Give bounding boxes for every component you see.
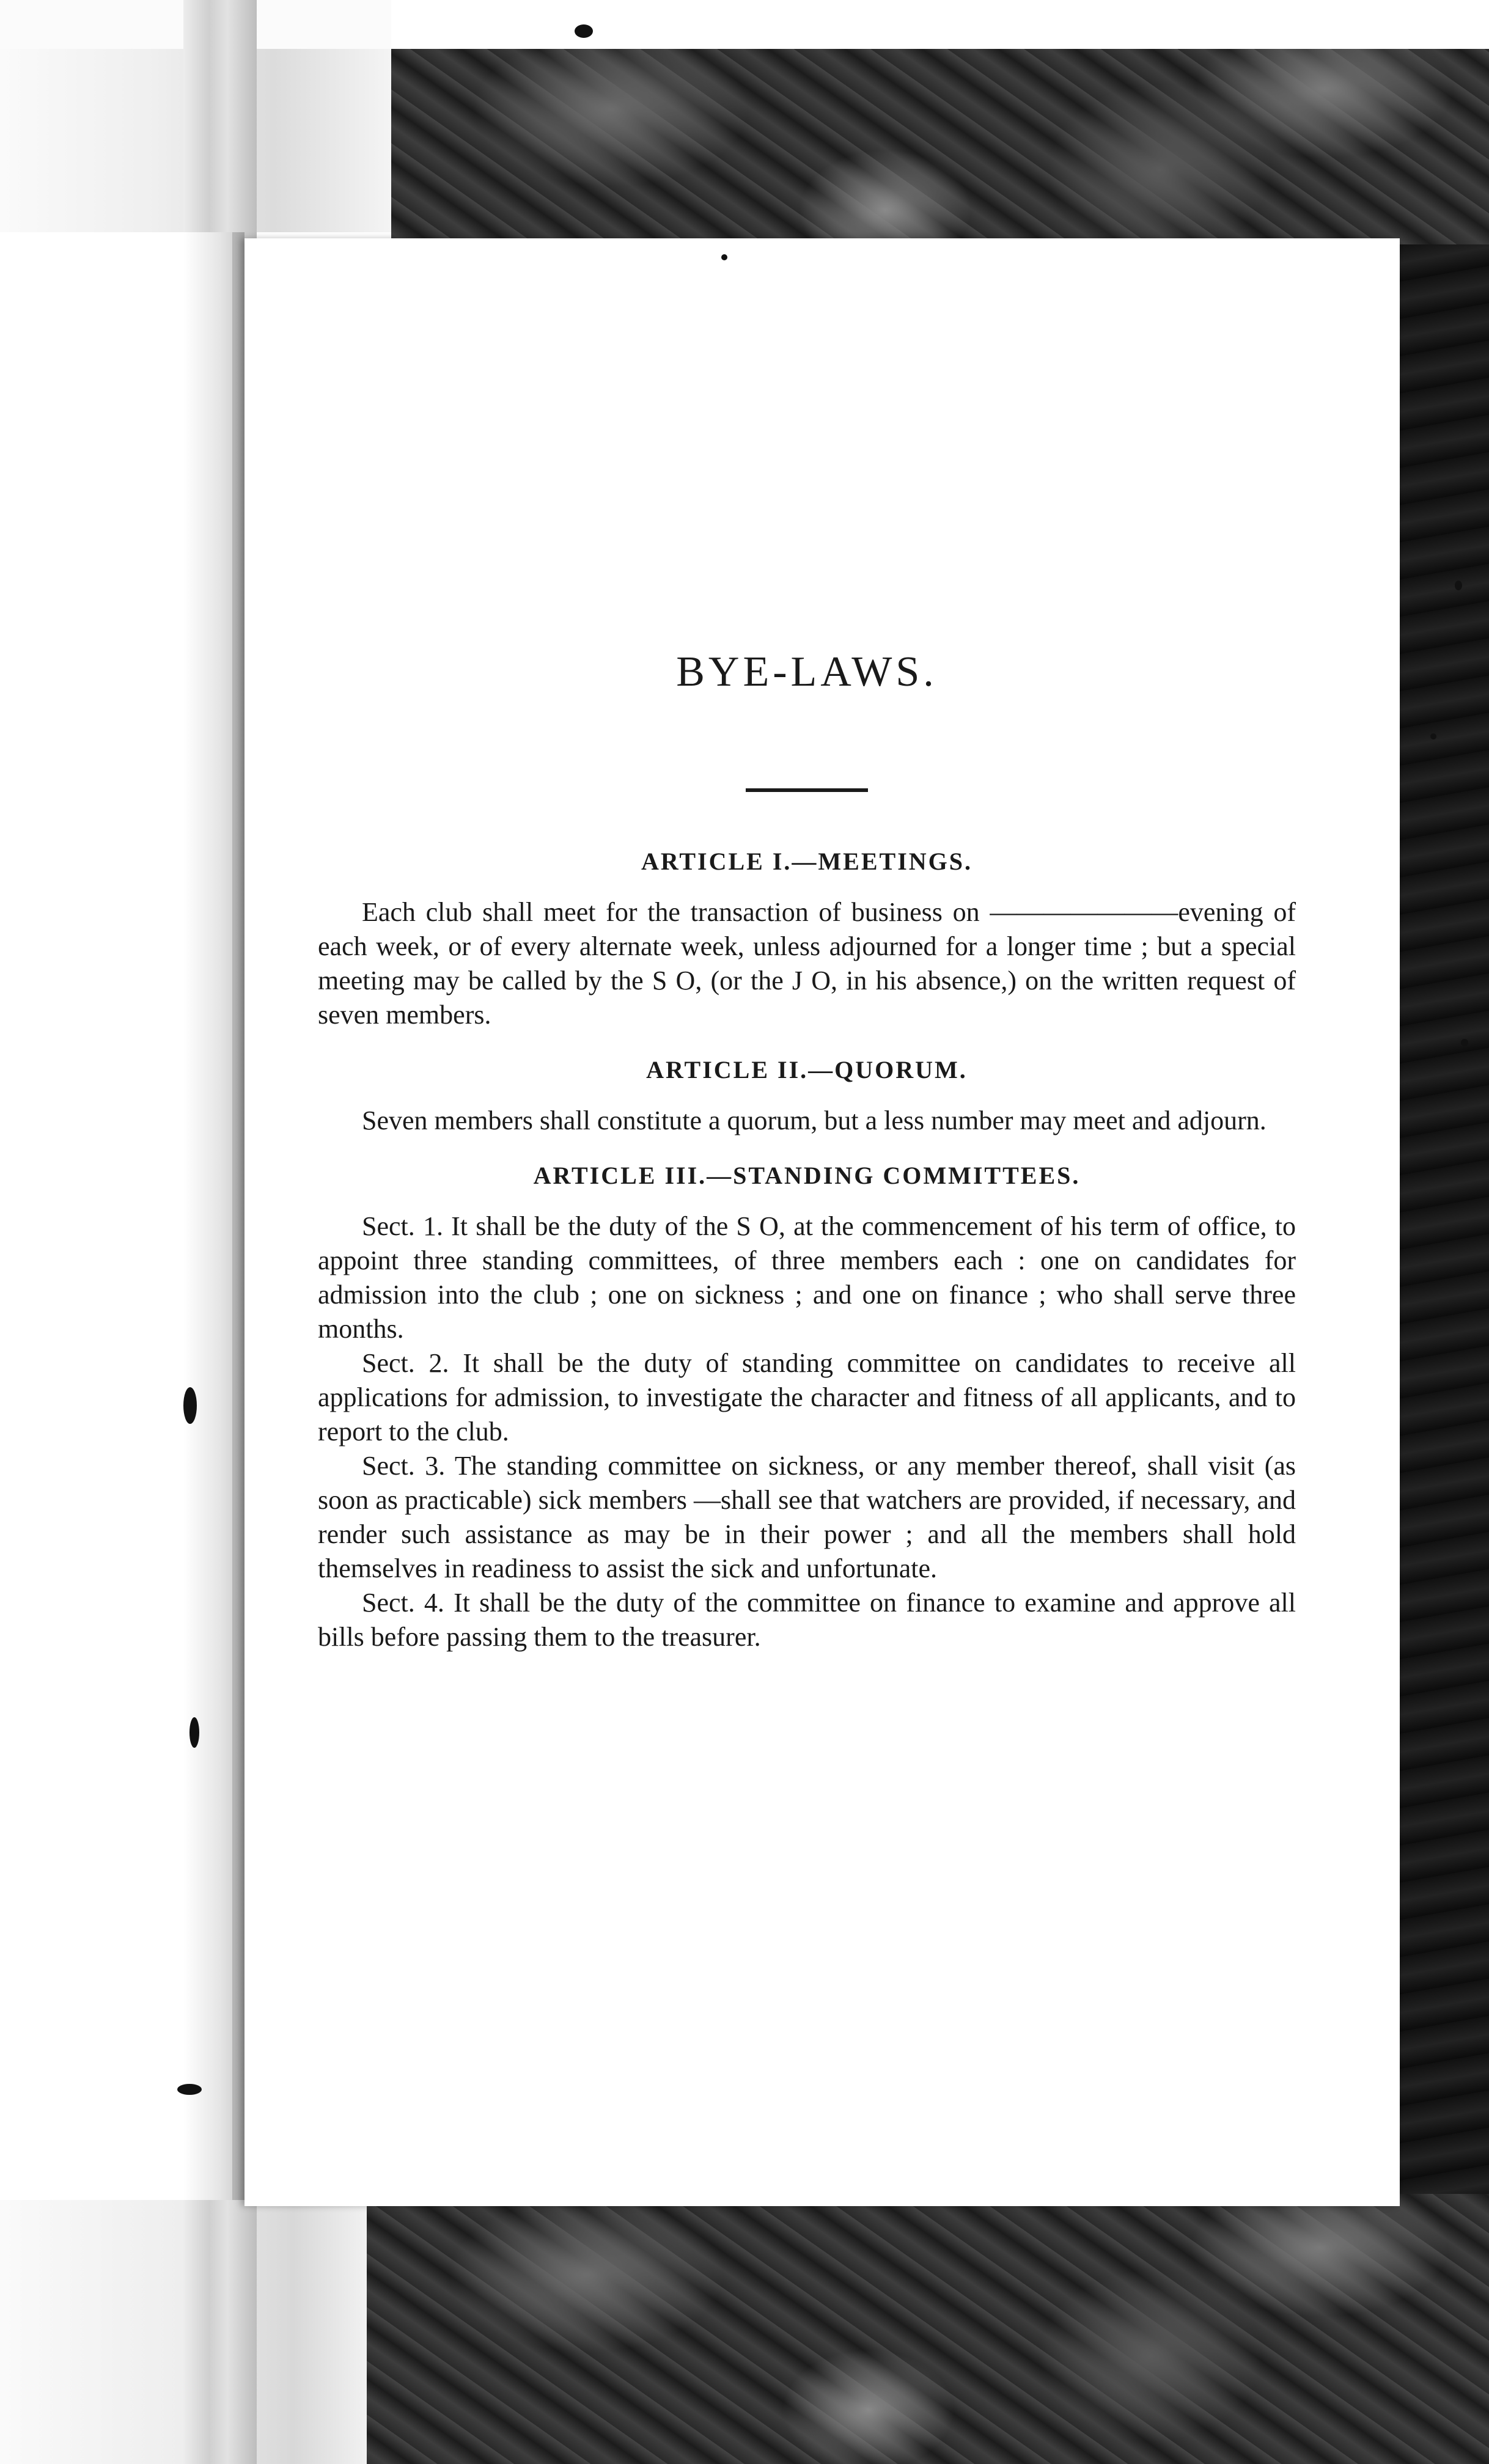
article-heading-standing-committees: ARTICLE III.—STANDING COMMITTEES. <box>533 1162 1081 1189</box>
scan-speck <box>183 1387 197 1424</box>
title-divider <box>746 788 868 792</box>
marbled-endpaper-bottom <box>361 2194 1489 2464</box>
article-section: Sect. 2. It shall be the duty of standing committee on candidates to receive all applications for admission, to investigate the character and fitness of all applicants, and to report to the club. <box>318 1348 1296 1447</box>
article-section: Sect. 1. It shall be the duty of the S O, at the commencement of his term of office, to appoint three standing committees, of three members each : one on candidates for admission into the club ; one on sickness ; and one on finance ; who shall serve three months. <box>318 1211 1296 1344</box>
article-section: Sect. 3. The standing committee on sickness, or any member thereof, shall visit (as soon as practicable) sick members —shall see that watchers are provided, if necessary, and render such assistance as may be in their power ; and all the members shall hold themselves in readiness to assist the sick and unfortunate. <box>318 1451 1296 1583</box>
article-paragraph: Seven members shall constitute a quorum, but a less number may meet and adjourn. <box>362 1106 1267 1135</box>
scan-speck <box>1455 581 1462 590</box>
document-content <box>318 648 1296 1654</box>
scan-speck <box>721 254 727 260</box>
scan-speck <box>1461 1039 1468 1046</box>
page-title: BYE-LAWS. <box>676 648 938 695</box>
article-section: Sect. 4. It shall be the duty of the committee on finance to examine and approve all bills before passing them to the treasurer. <box>318 1588 1296 1652</box>
scan-speck <box>189 1717 199 1748</box>
left-page-gutter-shadow <box>183 232 244 2200</box>
article-paragraph: Each club shall meet for the transaction of business on ———————evening of each week, or of every alternate week, unless adjourned for a longer time ; but a special meeting may be called by the S O, (or the J O, in his absence,) on the written request of seven members. <box>318 897 1296 1030</box>
scan-speck <box>1430 733 1436 739</box>
marbled-endpaper-right <box>1400 244 1489 2200</box>
article-heading-meetings: ARTICLE I.—MEETINGS. <box>641 848 973 875</box>
marbled-endpaper-top <box>391 49 1489 251</box>
scan-speck <box>575 24 593 38</box>
article-heading-quorum: ARTICLE II.—QUORUM. <box>646 1056 968 1084</box>
scan-speck <box>177 2084 202 2095</box>
